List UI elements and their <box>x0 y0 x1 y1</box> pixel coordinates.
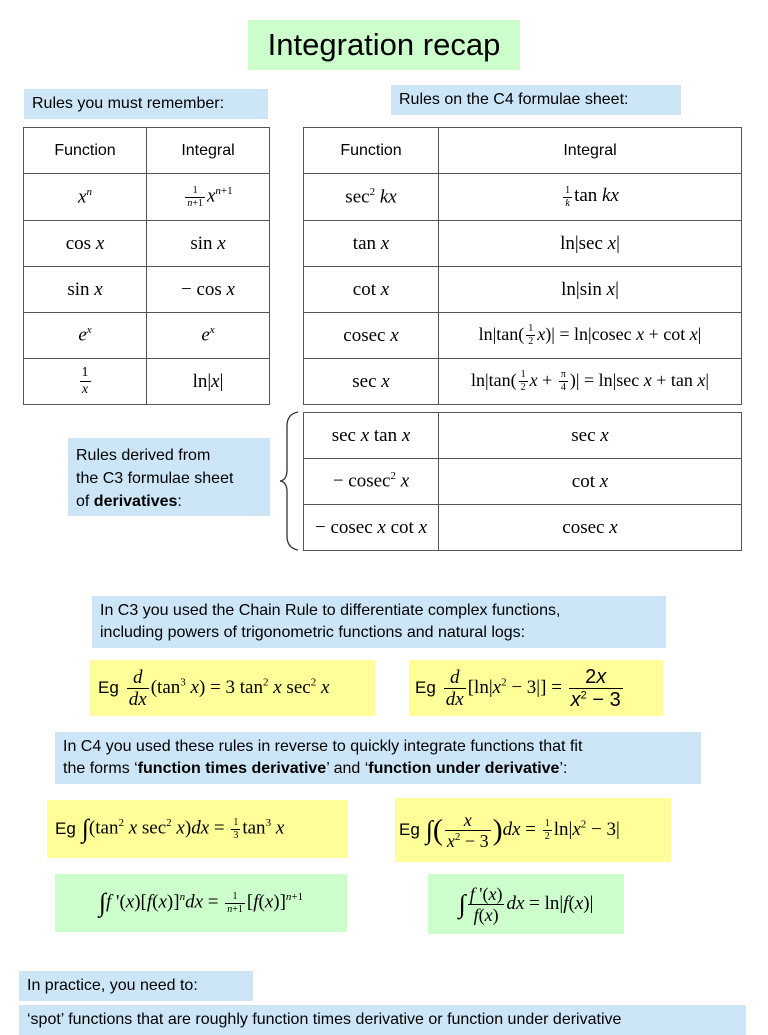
table-row <box>304 505 742 551</box>
example-integral-tan <box>47 800 348 858</box>
eg-label: Eg <box>399 820 420 839</box>
note-bold: function times derivative <box>137 760 327 777</box>
table-row <box>24 221 270 267</box>
rule-function-times-derivative <box>55 874 347 932</box>
note-bold: function under derivative <box>368 760 560 777</box>
function-cell: $\frac{1}{x}$ <box>24 359 147 405</box>
table-row <box>304 174 742 221</box>
integral-cell: $\frac{1}{n+1}$ $x^{n+1}$ <box>147 174 270 221</box>
left-table-label: Rules you must remember: <box>24 89 268 119</box>
left-rules-table <box>23 127 270 405</box>
col-header-integral: Integral <box>439 128 742 174</box>
integral-cell: − cos x <box>147 267 270 313</box>
table-row <box>304 313 742 359</box>
right-rules-table <box>303 127 742 405</box>
function-cell: $x^n$ <box>24 174 147 221</box>
integral-cell: cosec x <box>439 505 742 551</box>
integral-cell: ln|tan( $\frac{1}{2}$ x + $\frac{\pi}{4}$ )| = ln|sec x + tan x| <box>439 359 742 405</box>
function-cell: − cosec$^2$ x <box>304 459 439 505</box>
integral-cell: sec x <box>439 413 742 459</box>
function-cell: sec x <box>304 359 439 405</box>
note-line: including powers of trigonometric functions and natural logs: <box>100 624 526 641</box>
function-cell: − cosec x cot x <box>304 505 439 551</box>
function-cell: tan x <box>304 221 439 267</box>
function-cell: cot x <box>304 267 439 313</box>
table-row <box>24 267 270 313</box>
function-cell: $e^x$ <box>24 313 147 359</box>
example-integral-ln <box>395 798 671 862</box>
table-row <box>24 174 270 221</box>
table-row <box>304 459 742 505</box>
eg-label: Eg <box>415 678 436 697</box>
rule-expression: ∫f '$(x)[f(x)]^ndx$ = $\frac{1}{n+1}$ $[f(x)]^{n+1}$ <box>98 888 304 917</box>
col-header-integral: Integral <box>147 128 270 174</box>
eg-label: Eg <box>55 819 76 838</box>
example-expression: $\int(\tan^2$ x $\sec^2 x)dx$ = $\frac{1}{3}$ $\tan^3 x$ <box>81 814 285 843</box>
example-expression: $\frac{d}{dx}$ $[\ln|x^2 - 3|]$ = $\frac{2x}{x^2 - 3}$ <box>445 665 621 711</box>
derived-label-text: : <box>177 493 182 510</box>
table-row <box>304 359 742 405</box>
rule-expression: ∫ $\frac{f '(x)}{f(x)}$ dx = ln|f(x)| <box>458 883 594 925</box>
integral-cell: ln|sin x| <box>439 267 742 313</box>
note-line: In C3 you used the Chain Rule to differentiate complex functions, <box>100 602 561 619</box>
note-text: ’ and ‘ <box>326 760 369 777</box>
derived-label-bold: derivatives <box>93 493 178 510</box>
derived-label-line: the C3 formulae sheet <box>76 470 234 487</box>
col-header-function: Function <box>24 128 147 174</box>
derived-rules-table <box>303 412 742 551</box>
function-cell: cos x <box>24 221 147 267</box>
integral-cell: sin x <box>147 221 270 267</box>
derived-label-line <box>76 490 262 513</box>
note-text: the forms ‘ <box>63 760 138 777</box>
practice-label: In practice, you need to: <box>19 971 253 1001</box>
note-text: ’: <box>559 760 568 777</box>
right-table-label: Rules on the C4 formulae sheet: <box>391 85 681 115</box>
curly-brace-icon <box>278 410 300 552</box>
integral-cell: ln|sec x| <box>439 221 742 267</box>
table-row <box>304 221 742 267</box>
example-derivative-ln <box>409 660 663 716</box>
table-row <box>24 313 270 359</box>
example-expression: ∫( $\frac{x}{x^2 - 3}$ )dx = $\frac{1}{2}$ $\ln|x^2 - 3|$ <box>425 809 620 851</box>
table-row <box>24 359 270 405</box>
page-title: Integration recap <box>248 20 520 70</box>
example-expression: $\frac{d}{dx}$ ($\tan^3$ x) = 3 $\tan^2 x$ $\sec^2 x$ <box>128 666 330 710</box>
table-row <box>304 267 742 313</box>
function-cell: sin x <box>24 267 147 313</box>
example-derivative-tan-cubed <box>90 660 375 716</box>
rule-function-under-derivative <box>428 874 624 934</box>
function-cell: sec x tan x <box>304 413 439 459</box>
eg-label: Eg <box>98 678 119 697</box>
derived-rules-label <box>68 438 270 516</box>
col-header-function: Function <box>304 128 439 174</box>
integral-cell: $e^x$ <box>147 313 270 359</box>
function-cell: cosec x <box>304 313 439 359</box>
note-line: In C4 you used these rules in reverse to quickly integrate functions that fit <box>63 738 583 755</box>
derived-label-line: Rules derived from <box>76 447 211 464</box>
integral-cell: ln|x| <box>147 359 270 405</box>
integral-cell: ln|tan( $\frac{1}{2}$ x)| = ln|cosec x + cot x| <box>439 313 742 359</box>
integral-cell: $\frac{1}{k}$ tan kx <box>439 174 742 221</box>
note-line <box>63 758 693 780</box>
c3-chain-rule-note <box>92 596 666 648</box>
c4-reverse-rules-note <box>55 732 701 784</box>
function-cell: $\sec^2$ kx <box>304 174 439 221</box>
practice-line: ‘spot’ functions that are roughly function times derivative or function under derivative <box>19 1005 746 1035</box>
derived-label-text: of <box>76 493 94 510</box>
table-row <box>304 413 742 459</box>
integral-cell: cot x <box>439 459 742 505</box>
